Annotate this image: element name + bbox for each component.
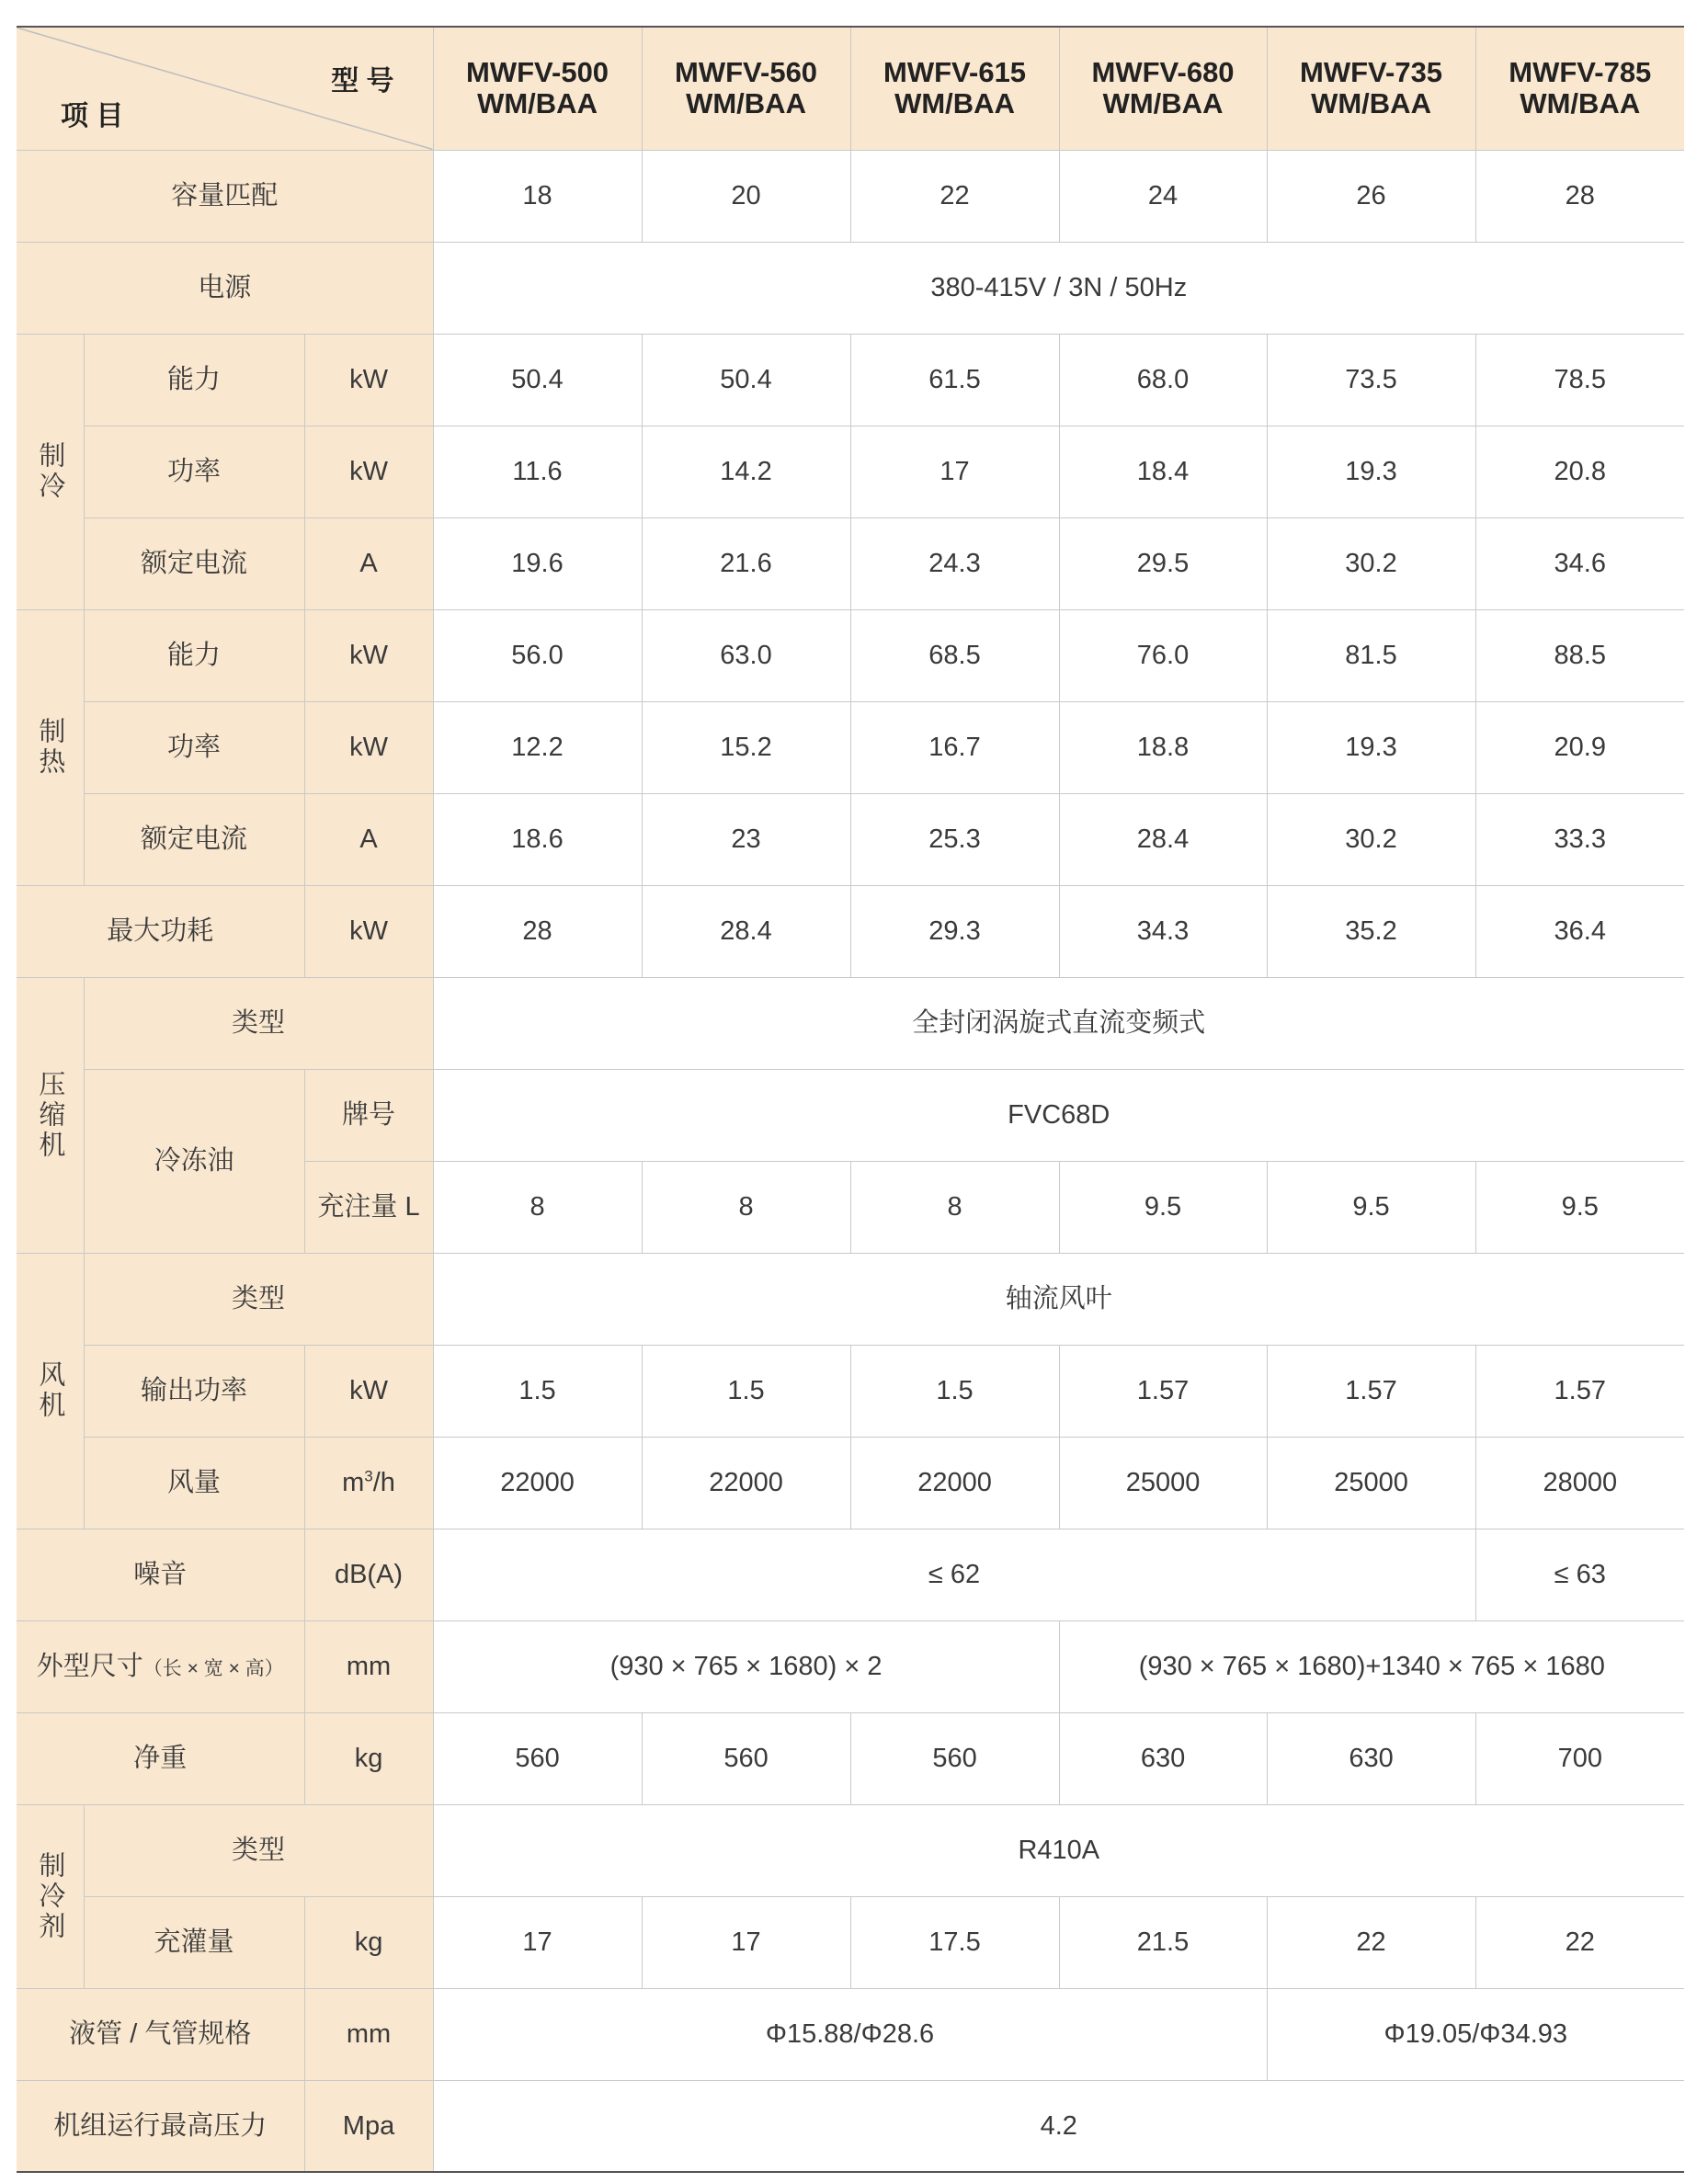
value-cell: 29.3: [850, 885, 1059, 977]
value-cell: (930 × 765 × 1680) × 2: [433, 1620, 1059, 1712]
row-label: 能力: [84, 609, 304, 701]
model-header: MWFV-735 WM/BAA: [1267, 27, 1475, 150]
unit-cell: A: [304, 517, 433, 609]
value-cell: 28: [433, 885, 642, 977]
unit-cell: kW: [304, 701, 433, 793]
row-label: 类型: [84, 1804, 433, 1896]
value-cell: 28000: [1475, 1437, 1684, 1529]
value-cell: 16.7: [850, 701, 1059, 793]
value-cell: 81.5: [1267, 609, 1475, 701]
value-cell: 30.2: [1267, 793, 1475, 885]
value-cell: FVC68D: [433, 1069, 1684, 1161]
value-cell: 88.5: [1475, 609, 1684, 701]
value-cell: 63.0: [642, 609, 850, 701]
row-max-power: [17, 885, 1684, 977]
value-cell: 9.5: [1059, 1161, 1267, 1253]
unit-cell: kW: [304, 334, 433, 426]
value-cell: 28: [1475, 150, 1684, 242]
unit-cell: kW: [304, 885, 433, 977]
row-heating-power: [17, 701, 1684, 793]
row-label: 液管 / 气管规格: [17, 1988, 304, 2080]
value-cell: 380-415V / 3N / 50Hz: [433, 242, 1684, 334]
value-cell: ≤ 63: [1475, 1529, 1684, 1620]
value-cell: 19.6: [433, 517, 642, 609]
row-label: 类型: [84, 1253, 433, 1345]
group-label-fan: 风机: [17, 1253, 84, 1529]
row-label: 充灌量: [84, 1896, 304, 1988]
row-refrigerant-type: [17, 1804, 1684, 1896]
row-capacity-match: [17, 150, 1684, 242]
model-header: MWFV-500 WM/BAA: [433, 27, 642, 150]
row-label: 输出功率: [84, 1345, 304, 1437]
value-cell: R410A: [433, 1804, 1684, 1896]
value-cell: Φ19.05/Φ34.93: [1267, 1988, 1684, 2080]
value-cell: 17: [433, 1896, 642, 1988]
row-fan-type: [17, 1253, 1684, 1345]
value-cell: 24: [1059, 150, 1267, 242]
unit-cell: dB(A): [304, 1529, 433, 1620]
value-cell: 560: [433, 1712, 642, 1804]
value-cell: 20: [642, 150, 850, 242]
model-header-label: 型 号: [331, 66, 394, 97]
value-cell: 78.5: [1475, 334, 1684, 426]
row-label: 最大功耗: [17, 885, 304, 977]
value-cell: 4.2: [433, 2080, 1684, 2172]
row-label: 机组运行最高压力: [17, 2080, 304, 2172]
row-label: 风量: [84, 1437, 304, 1529]
model-header: MWFV-680 WM/BAA: [1059, 27, 1267, 150]
model-header: MWFV-615 WM/BAA: [850, 27, 1059, 150]
unit-cell: kg: [304, 1712, 433, 1804]
value-cell: 11.6: [433, 426, 642, 517]
value-cell: 9.5: [1475, 1161, 1684, 1253]
value-cell: 23: [642, 793, 850, 885]
value-cell: 50.4: [433, 334, 642, 426]
row-heating-capacity: [17, 609, 1684, 701]
value-cell: 61.5: [850, 334, 1059, 426]
value-cell: 全封闭涡旋式直流变频式: [433, 977, 1684, 1069]
value-cell: 28.4: [642, 885, 850, 977]
value-cell: 50.4: [642, 334, 850, 426]
header-corner-cell: [17, 27, 433, 150]
value-cell: 1.5: [642, 1345, 850, 1437]
value-cell: 24.3: [850, 517, 1059, 609]
value-cell: 28.4: [1059, 793, 1267, 885]
value-cell: 56.0: [433, 609, 642, 701]
value-cell: 34.6: [1475, 517, 1684, 609]
unit-cell: Mpa: [304, 2080, 433, 2172]
unit-cell: kg: [304, 1896, 433, 1988]
spec-table: [17, 26, 1684, 2173]
value-cell: Φ15.88/Φ28.6: [433, 1988, 1267, 2080]
row-max-pressure: [17, 2080, 1684, 2172]
unit-cell: kW: [304, 1345, 433, 1437]
value-cell: 8: [850, 1161, 1059, 1253]
value-cell: 30.2: [1267, 517, 1475, 609]
value-cell: 25000: [1267, 1437, 1475, 1529]
group-label-refrigerant: 制冷剂: [17, 1804, 84, 1988]
value-cell: 630: [1059, 1712, 1267, 1804]
value-cell: 73.5: [1267, 334, 1475, 426]
row-label: 功率: [84, 701, 304, 793]
row-power-supply: [17, 242, 1684, 334]
row-fan-output: [17, 1345, 1684, 1437]
value-cell: 17: [642, 1896, 850, 1988]
value-cell: 560: [850, 1712, 1059, 1804]
value-cell: 1.57: [1267, 1345, 1475, 1437]
row-label: 冷冻油: [84, 1069, 304, 1253]
group-label-heating: 制热: [17, 609, 84, 885]
unit-cell: $m^3/h$: [304, 1437, 433, 1529]
header-row: [17, 27, 1684, 150]
value-cell: 22: [1475, 1896, 1684, 1988]
unit-cell: kW: [304, 609, 433, 701]
unit-cell: A: [304, 793, 433, 885]
value-cell: 22000: [642, 1437, 850, 1529]
sub-label: 充注量 L: [304, 1161, 433, 1253]
group-label-cooling: 制冷: [17, 334, 84, 609]
value-cell: 轴流风叶: [433, 1253, 1684, 1345]
value-cell: 68.5: [850, 609, 1059, 701]
row-compressor-oil-brand: [17, 1069, 1684, 1161]
row-label: 净重: [17, 1712, 304, 1804]
row-dimensions: [17, 1620, 1684, 1712]
unit-cell: kW: [304, 426, 433, 517]
value-cell: 33.3: [1475, 793, 1684, 885]
row-label: 容量匹配: [17, 150, 433, 242]
value-cell: 18: [433, 150, 642, 242]
value-cell: ≤ 62: [433, 1529, 1475, 1620]
value-cell: 1.57: [1059, 1345, 1267, 1437]
sub-label: 牌号: [304, 1069, 433, 1161]
row-cooling-capacity: [17, 334, 1684, 426]
value-cell: 9.5: [1267, 1161, 1475, 1253]
value-cell: 1.5: [433, 1345, 642, 1437]
value-cell: 18.4: [1059, 426, 1267, 517]
value-cell: 26: [1267, 150, 1475, 242]
row-refrigerant-charge: [17, 1896, 1684, 1988]
row-label: 噪音: [17, 1529, 304, 1620]
value-cell: 36.4: [1475, 885, 1684, 977]
value-cell: 22: [1267, 1896, 1475, 1988]
row-label: 电源: [17, 242, 433, 334]
row-compressor-type: [17, 977, 1684, 1069]
value-cell: 20.8: [1475, 426, 1684, 517]
value-cell: 15.2: [642, 701, 850, 793]
value-cell: 29.5: [1059, 517, 1267, 609]
value-cell: 12.2: [433, 701, 642, 793]
value-cell: 17: [850, 426, 1059, 517]
value-cell: 21.5: [1059, 1896, 1267, 1988]
value-cell: 1.5: [850, 1345, 1059, 1437]
value-cell: (930 × 765 × 1680)+1340 × 765 × 1680: [1059, 1620, 1684, 1712]
value-cell: 14.2: [642, 426, 850, 517]
value-cell: 22000: [850, 1437, 1059, 1529]
value-cell: 560: [642, 1712, 850, 1804]
row-cooling-current: [17, 517, 1684, 609]
value-cell: 76.0: [1059, 609, 1267, 701]
model-header: MWFV-560 WM/BAA: [642, 27, 850, 150]
value-cell: 17.5: [850, 1896, 1059, 1988]
row-weight: [17, 1712, 1684, 1804]
row-label: 额定电流: [84, 517, 304, 609]
group-label-compressor: 压缩机: [17, 977, 84, 1253]
row-noise: [17, 1529, 1684, 1620]
value-cell: 1.57: [1475, 1345, 1684, 1437]
value-cell: 35.2: [1267, 885, 1475, 977]
value-cell: 700: [1475, 1712, 1684, 1804]
row-pipes: [17, 1988, 1684, 2080]
value-cell: 18.8: [1059, 701, 1267, 793]
row-label: 类型: [84, 977, 433, 1069]
value-cell: 22000: [433, 1437, 642, 1529]
value-cell: 630: [1267, 1712, 1475, 1804]
unit-cell: mm: [304, 1988, 433, 2080]
row-label: 外型尺寸（长 × 宽 × 高）: [17, 1620, 304, 1712]
value-cell: 21.6: [642, 517, 850, 609]
value-cell: 8: [433, 1161, 642, 1253]
value-cell: 22: [850, 150, 1059, 242]
value-cell: 20.9: [1475, 701, 1684, 793]
value-cell: 25.3: [850, 793, 1059, 885]
value-cell: 19.3: [1267, 701, 1475, 793]
row-label: 额定电流: [84, 793, 304, 885]
unit-cell: mm: [304, 1620, 433, 1712]
value-cell: 19.3: [1267, 426, 1475, 517]
value-cell: 68.0: [1059, 334, 1267, 426]
item-header-label: 项 目: [61, 101, 124, 131]
value-cell: 25000: [1059, 1437, 1267, 1529]
model-header: MWFV-785 WM/BAA: [1475, 27, 1684, 150]
value-cell: 8: [642, 1161, 850, 1253]
row-cooling-power: [17, 426, 1684, 517]
row-label: 能力: [84, 334, 304, 426]
row-heating-current: [17, 793, 1684, 885]
value-cell: 34.3: [1059, 885, 1267, 977]
row-label: 功率: [84, 426, 304, 517]
row-fan-airflow: [17, 1437, 1684, 1529]
value-cell: 18.6: [433, 793, 642, 885]
